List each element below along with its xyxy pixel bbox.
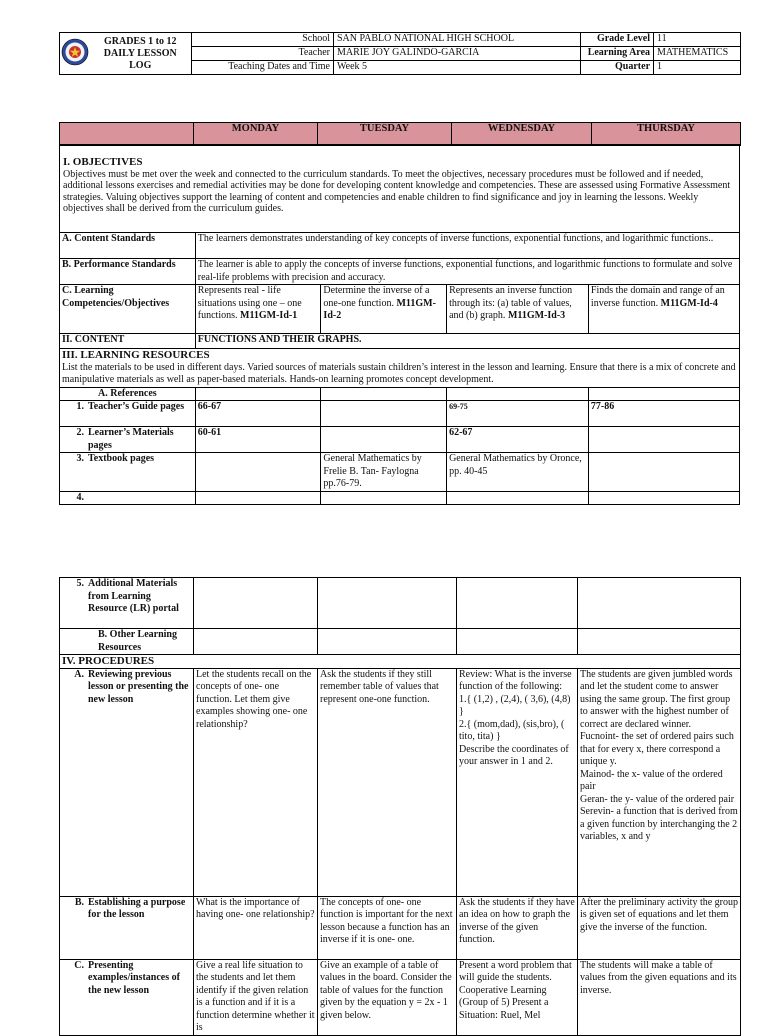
row-label: Reviewing previous lesson or presenting the new lesson	[88, 668, 189, 705]
dates-label: Teaching Dates and Time	[192, 61, 334, 75]
competency-text: Represents an inverse function through its: (a) table of values, and (b) graph.	[449, 285, 573, 321]
performance-standards-label: B. Performance Standards	[60, 259, 196, 285]
competency-text: Represents real - life situations using one – one functions.	[197, 285, 302, 321]
learners-materials-label	[60, 427, 196, 453]
proc-c-tuesday: Give an example of a table of values in the board. Consider the table of values for the function given by the equation y = 2x - 1 given below.	[318, 959, 457, 1035]
row-letter: A.	[74, 668, 84, 680]
quarter-value: 1	[654, 61, 741, 75]
tg-wednesday: 69-75	[447, 401, 589, 427]
teacher-label: Teacher	[192, 47, 334, 61]
lm-tuesday	[321, 427, 447, 453]
tb-wednesday: General Mathematics by Oronce, pp. 40-45	[447, 453, 589, 492]
tg-tuesday	[321, 401, 447, 427]
content-standards-label: A. Content Standards	[60, 233, 196, 259]
proc-b-tuesday: The concepts of one- one function is important for the next lesson because a function has an inverse if it is one- one.	[318, 896, 457, 959]
procedure-a-label	[60, 668, 194, 896]
proc-c-thursday: The students will make a table of values from the given equations and its inverse.	[578, 959, 741, 1035]
references-label: A. References	[60, 387, 196, 401]
title-line-1: GRADES 1 to 12	[103, 35, 177, 47]
row-number: 1.	[76, 401, 84, 412]
proc-a-thursday: The students are given jumbled words and let the student come to answer using the same group. The first group to answer with the highest number of correct are declared winner. Fucnoint- the set of ordered pairs such that for every x, there correspond a unique y. Mainod- the x- value of the ordered pair Geran- the y- value of the ordered pair Serevin- a function that is derived from a given function by interchanging the 2 variables, x and y	[578, 668, 741, 896]
objectives-section	[60, 145, 740, 233]
row-number: 2.	[76, 427, 84, 438]
day-thursday: THURSDAY	[592, 123, 741, 146]
row-letter: C.	[74, 959, 84, 971]
row-label: Teacher’s Guide pages	[88, 401, 185, 412]
doc-title	[90, 33, 192, 75]
proc-c-monday: Give a real life situation to the students and let them identify if the given relation is a function and if it is a function determine whether it is	[194, 959, 318, 1035]
school-value: SAN PABLO NATIONAL HIGH SCHOOL	[334, 33, 581, 47]
empty-cell	[578, 578, 741, 629]
row-label: Presenting examples/instances of the new lesson	[88, 959, 180, 996]
proc-c-wednesday: Present a word problem that will guide the students. Cooperative Learning (Group of 5) Present a Situation: Ruel, Mel	[457, 959, 578, 1035]
header-table	[59, 32, 741, 75]
procedure-b-label	[60, 896, 194, 959]
tg-thursday: 77-86	[588, 401, 739, 427]
quarter-label: Quarter	[581, 61, 654, 75]
competency-text: Determine the inverse of a one-one function.	[323, 285, 430, 309]
competency-thursday	[588, 285, 739, 334]
proc-b-wednesday: Ask the students if they have an idea on how to graph the inverse of the given function.	[457, 896, 578, 959]
empty-cell	[321, 491, 447, 505]
empty-cell	[447, 491, 589, 505]
competencies-label: C. Learning Competencies/Objectives	[60, 285, 196, 334]
competency-code: M11GM-Id-3	[507, 310, 566, 321]
empty-cell	[447, 387, 589, 401]
day-headings	[59, 122, 741, 146]
area-label: Learning Area	[581, 47, 654, 61]
tg-monday: 66-67	[195, 401, 321, 427]
content-standards-text: The learners demonstrates understanding of key concepts of inverse functions, exponential functions, and logarithmic functions..	[195, 233, 739, 259]
row-number: 3.	[76, 453, 84, 464]
proc-b-thursday: After the preliminary activity the group is given set of equations and let them give the inverse of the function.	[578, 896, 741, 959]
empty-cell	[588, 491, 739, 505]
textbook-label	[60, 453, 196, 492]
dates-value: Week 5	[334, 61, 581, 75]
lm-monday: 60-61	[195, 427, 321, 453]
empty-cell	[321, 387, 447, 401]
grade-label: Grade Level	[581, 33, 654, 47]
teacher-value: MARIE JOY GALINDO-GARCIA	[334, 47, 581, 61]
title-line-3: LOG	[129, 59, 152, 71]
empty-cell	[318, 629, 457, 655]
corner-cell	[60, 123, 194, 146]
school-label: School	[192, 33, 334, 47]
row-label: Textbook pages	[88, 453, 155, 464]
resources-section	[60, 349, 740, 388]
proc-a-tuesday: Ask the students if they still remember table of values that represent one-one function.	[318, 668, 457, 896]
row-number: 5.	[76, 578, 84, 589]
title-line-2: DAILY LESSON	[103, 47, 177, 59]
competency-code: M11GM-Id-2	[323, 297, 436, 321]
content-value: FUNCTIONS AND THEIR GRAPHS.	[195, 334, 739, 349]
lesson-table-continued	[59, 577, 741, 1036]
teachers-guide-label	[60, 401, 196, 427]
proc-a-wednesday: Review: What is the inverse function of the following: 1.{ (1,2) , (2,4), ( 3,6), (4,8) } 2.{ (mom,dad), (sis,bro), ( tito, tita) } Describe the coordinates of your answer in 1 and 2.	[457, 668, 578, 896]
competency-monday	[195, 285, 321, 334]
resources-title: III. LEARNING RESOURCES	[62, 349, 210, 361]
proc-b-monday: What is the importance of having one- one relationship?	[194, 896, 318, 959]
performance-standards-text: The learner is able to apply the concepts of inverse functions, exponential functions, and logarithmic functions to formulate and solve real-life problems with precision and accuracy.	[195, 259, 739, 285]
empty-cell	[318, 578, 457, 629]
competency-code: M11GM-Id-1	[240, 310, 298, 321]
day-monday: MONDAY	[194, 123, 318, 146]
lm-thursday	[588, 427, 739, 453]
row-four-label	[60, 491, 196, 505]
lesson-table	[59, 144, 740, 505]
empty-cell	[457, 578, 578, 629]
empty-cell	[195, 491, 321, 505]
objectives-title: I. OBJECTIVES	[63, 156, 143, 168]
lm-wednesday: 62-67	[447, 427, 589, 453]
row-label: Establishing a purpose for the lesson	[88, 896, 186, 920]
row-letter: B.	[74, 896, 84, 908]
row-label: Learner’s Materials pages	[88, 427, 174, 451]
row-label: Additional Materials from Learning Resource (LR) portal	[88, 578, 179, 614]
resources-text: List the materials to be used in different days. Varied sources of materials sustain children’s interest in the lesson and learning. Ensure that there is a mix of concrete and manipulative materials as well as paper-based materials. Hands-on learning promotes concept development.	[62, 361, 736, 385]
empty-cell	[578, 629, 741, 655]
competency-code: M11GM-Id-4	[660, 297, 718, 309]
grade-value: 11	[654, 33, 741, 47]
tb-tuesday: General Mathematics by Frelie B. Tan- Faylogna pp.76-79.	[321, 453, 447, 492]
competency-tuesday	[321, 285, 447, 334]
deped-seal-icon	[61, 38, 89, 66]
proc-a-monday: Let the students recall on the concepts of one- one function. Let them give examples showing one- one relationship?	[194, 668, 318, 896]
day-tuesday: TUESDAY	[318, 123, 452, 146]
competency-wednesday	[447, 285, 589, 334]
day-wednesday: WEDNESDAY	[452, 123, 592, 146]
row-number: 4.	[76, 491, 84, 503]
objectives-text: Objectives must be met over the week and connected to the curriculum standards. To meet the objectives, necessary procedures must be followed and if needed, additional lessons exercises and remedial activities may be done for developing content knowledge and competencies. These are assessed using Formative Assessment strategies. Valuing objectives support the learning of content and competencies and enable children to find significance and joy in learning the lessons. Weekly objectives shall be derived from the curriculum guides.	[63, 168, 731, 214]
competency-text: Finds the domain and range of an inverse function.	[590, 285, 725, 309]
empty-cell	[195, 387, 321, 401]
empty-cell	[194, 578, 318, 629]
procedures-title: IV. PROCEDURES	[60, 655, 741, 669]
empty-cell	[457, 629, 578, 655]
tb-monday	[195, 453, 321, 492]
logo-cell	[60, 33, 90, 75]
area-value: MATHEMATICS	[654, 47, 741, 61]
empty-cell	[194, 629, 318, 655]
empty-cell	[588, 387, 739, 401]
additional-materials-label	[60, 578, 194, 629]
tb-thursday	[588, 453, 739, 492]
content-label: II. CONTENT	[60, 334, 196, 349]
other-resources-label: B. Other Learning Resources	[60, 629, 194, 655]
